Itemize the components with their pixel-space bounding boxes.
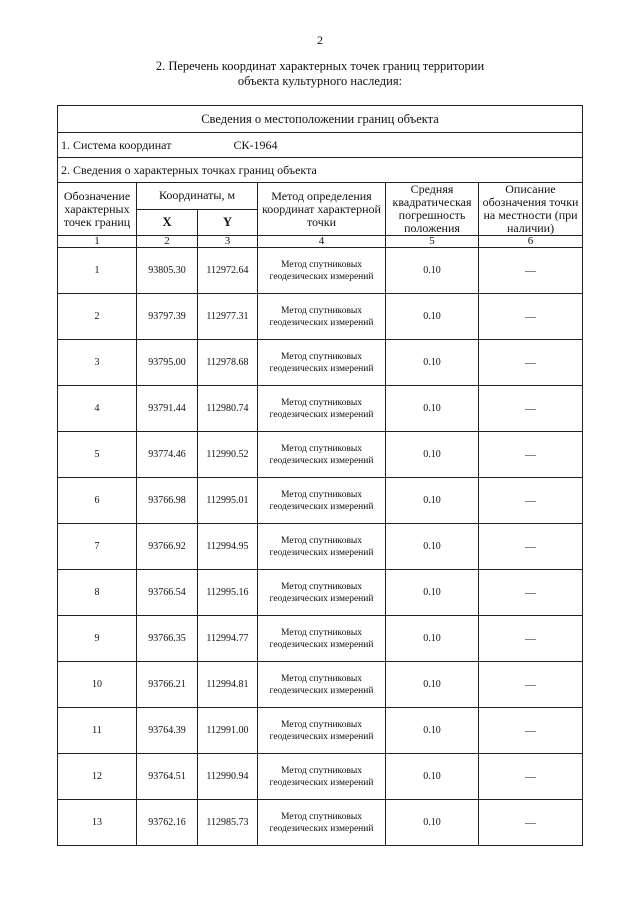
error-cell: 0.10 [386,662,479,708]
y-coordinate-cell: 112994.77 [198,616,258,662]
description-cell: — [479,570,583,616]
error-cell: 0.10 [386,570,479,616]
method-cell: Метод спутниковых геодезических измерений [258,248,386,294]
column-number: 2 [137,236,198,248]
point-number-cell: 7 [58,524,137,570]
method-cell: Метод спутниковых геодезических измерений [258,662,386,708]
method-cell: Метод спутниковых геодезических измерений [258,294,386,340]
point-number-cell: 10 [58,662,137,708]
method-cell: Метод спутниковых геодезических измерений [258,478,386,524]
coord-system-label: 1. Система координат [61,137,172,152]
table-row [58,754,583,800]
document-heading [0,59,640,89]
x-coordinate-cell: 93791.44 [137,386,198,432]
error-cell: 0.10 [386,294,479,340]
x-coordinate-cell: 93805.30 [137,248,198,294]
table-body [58,248,583,846]
table-row [58,570,583,616]
method-cell: Метод спутниковых геодезических измерений [258,524,386,570]
x-coordinate-cell: 93766.98 [137,478,198,524]
table-row [58,248,583,294]
y-coordinate-cell: 112994.81 [198,662,258,708]
description-cell: — [479,616,583,662]
description-cell: — [479,386,583,432]
y-coordinate-cell: 112980.74 [198,386,258,432]
table-row [58,432,583,478]
point-number-cell: 4 [58,386,137,432]
column-number: 4 [258,236,386,248]
point-number-cell: 2 [58,294,137,340]
error-cell: 0.10 [386,708,479,754]
column-number: 5 [386,236,479,248]
heading-line-1: 2. Перечень координат характерных точек границ территории [155,59,485,73]
y-coordinate-cell: 112990.94 [198,754,258,800]
column-number: 6 [479,236,583,248]
x-coordinate-cell: 93762.16 [137,800,198,846]
coord-system-row [58,133,583,158]
header-method: Метод определения координат характерной точки [258,183,386,236]
error-cell: 0.10 [386,616,479,662]
method-cell: Метод спутниковых геодезических измерений [258,708,386,754]
table-row [58,478,583,524]
y-coordinate-cell: 112995.01 [198,478,258,524]
table-row [58,340,583,386]
description-cell: — [479,432,583,478]
method-cell: Метод спутниковых геодезических измерений [258,754,386,800]
description-cell: — [479,248,583,294]
x-coordinate-cell: 93766.21 [137,662,198,708]
header-error: Средняя квадратическая погрешность положения [386,183,479,236]
y-coordinate-cell: 112977.31 [198,294,258,340]
x-coordinate-cell: 93795.00 [137,340,198,386]
point-number-cell: 13 [58,800,137,846]
error-cell: 0.10 [386,478,479,524]
table-row [58,800,583,846]
error-cell: 0.10 [386,754,479,800]
table-row [58,524,583,570]
x-coordinate-cell: 93766.54 [137,570,198,616]
header-x: X [137,209,198,236]
table-row [58,662,583,708]
x-coordinate-cell: 93766.35 [137,616,198,662]
page-number: 2 [317,33,323,47]
table-row [58,708,583,754]
column-number: 1 [58,236,137,248]
column-number: 3 [198,236,258,248]
point-number-cell: 5 [58,432,137,478]
x-coordinate-cell: 93764.51 [137,754,198,800]
y-coordinate-cell: 112990.52 [198,432,258,478]
point-number-cell: 11 [58,708,137,754]
points-info-label: 2. Сведения о характерных точках границ объекта [58,158,583,183]
y-coordinate-cell: 112995.16 [198,570,258,616]
y-coordinate-cell: 112994.95 [198,524,258,570]
description-cell: — [479,754,583,800]
point-number-cell: 9 [58,616,137,662]
boundary-points-table [57,105,583,846]
y-coordinate-cell: 112991.00 [198,708,258,754]
method-cell: Метод спутниковых геодезических измерений [258,386,386,432]
point-number-cell: 3 [58,340,137,386]
error-cell: 0.10 [386,524,479,570]
y-coordinate-cell: 112985.73 [198,800,258,846]
table-row [58,294,583,340]
x-coordinate-cell: 93764.39 [137,708,198,754]
description-cell: — [479,524,583,570]
y-coordinate-cell: 112972.64 [198,248,258,294]
error-cell: 0.10 [386,432,479,478]
method-cell: Метод спутниковых геодезических измерений [258,800,386,846]
header-coordinates: Координаты, м [137,183,258,210]
point-number-cell: 1 [58,248,137,294]
header-point-designation: Обозначение характерных точек границ [58,183,137,236]
error-cell: 0.10 [386,248,479,294]
method-cell: Метод спутниковых геодезических измерений [258,570,386,616]
description-cell: — [479,294,583,340]
error-cell: 0.10 [386,340,479,386]
x-coordinate-cell: 93766.92 [137,524,198,570]
heading-line-2: объекта культурного наследия: [237,74,403,88]
column-number-row [58,236,583,248]
header-y: Y [198,209,258,236]
table-row [58,386,583,432]
method-cell: Метод спутниковых геодезических измерений [258,432,386,478]
x-coordinate-cell: 93797.39 [137,294,198,340]
point-number-cell: 6 [58,478,137,524]
y-coordinate-cell: 112978.68 [198,340,258,386]
x-coordinate-cell: 93774.46 [137,432,198,478]
method-cell: Метод спутниковых геодезических измерений [258,340,386,386]
method-cell: Метод спутниковых геодезических измерений [258,616,386,662]
table-row [58,616,583,662]
header-description: Описание обозначения точки на местности (при наличии) [479,183,583,236]
description-cell: — [479,800,583,846]
description-cell: — [479,340,583,386]
point-number-cell: 12 [58,754,137,800]
point-number-cell: 8 [58,570,137,616]
description-cell: — [479,662,583,708]
section-title: Сведения о местоположении границ объекта [58,106,583,133]
description-cell: — [479,708,583,754]
description-cell: — [479,478,583,524]
error-cell: 0.10 [386,386,479,432]
coord-system-value: СК-1964 [233,137,278,152]
error-cell: 0.10 [386,800,479,846]
